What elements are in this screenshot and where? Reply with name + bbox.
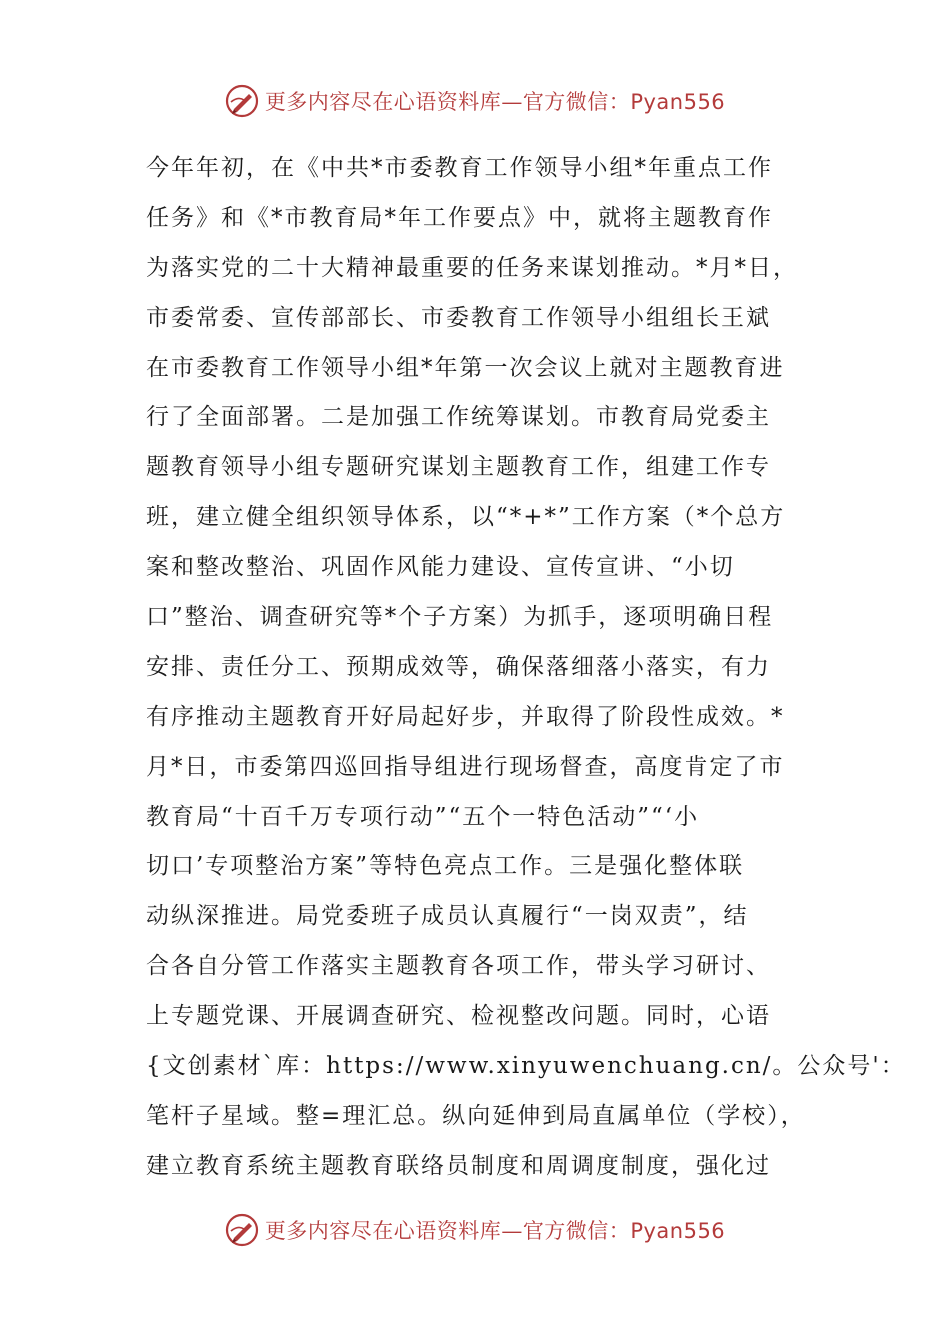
body-line: 题教育领导小组专题研究谋划主题教育工作，组建工作专 [146, 454, 771, 481]
pen-logo-icon [225, 1213, 259, 1247]
header-banner-text [265, 86, 725, 116]
body-line: 案和整改整治、巩固作风能力建设、宣传宣讲、“小切 [146, 554, 735, 581]
footer-wechat-id: Pyan556 [630, 1219, 726, 1243]
header-dash: — [501, 90, 523, 114]
body-line: 安排、责任分工、预期成效等，确保落细落小落实，有力 [146, 653, 771, 680]
body-line: 为落实党的二十大精神最重要的任务来谋划推动。*月*日， [146, 254, 798, 281]
body-line: 建立教育系统主题教育联络员制度和周调度制度，强化过 [146, 1152, 771, 1179]
body-line: 教育局“十百千万专项行动”“五个一特色活动”“‘小 [146, 803, 700, 830]
body-line: 上专题党课、开展调查研究、检视整改问题。同时，心语 [146, 1003, 771, 1030]
header-site-name: 更多内容尽在心语资料库 [264, 90, 502, 114]
footer-banner [0, 1208, 950, 1252]
footer-dash: — [501, 1219, 523, 1243]
body-line: 切口’专项整治方案”等特色亮点工作。三是强化整体联 [146, 853, 745, 880]
body-line: 任务》和《*市教育局*年工作要点》中，就将主题教育作 [146, 204, 773, 231]
footer-wechat-label: 官方微信： [522, 1219, 631, 1243]
body-line: 有序推动主题教育开好局起好步，并取得了阶段性成效。* [146, 703, 785, 730]
body-line: 市委常委、宣传部部长、市委教育工作领导小组组长王斌 [146, 304, 771, 331]
body-line: 笔杆子星域。整=理汇总。纵向延伸到局直属单位（学校）， [146, 1102, 806, 1129]
body-line: 班，建立健全组织领导体系，以“*+*”工作方案（*个总方 [146, 504, 786, 531]
footer-banner-text [265, 1215, 725, 1245]
body-line: 行了全面部署。二是加强工作统筹谋划。市教育局党委主 [146, 404, 771, 431]
header-banner [0, 79, 950, 123]
body-line: 合各自分管工作落实主题教育各项工作，带头学习研讨、 [146, 953, 771, 980]
body-line: 今年年初，在《中共*市委教育工作领导小组*年重点工作 [146, 155, 773, 181]
footer-site-name: 更多内容尽在心语资料库 [264, 1219, 502, 1243]
body-line: 在市委教育工作领导小组*年第一次会议上就对主题教育进 [146, 354, 785, 381]
body-line: 动纵深推进。局党委班子成员认真履行“一岗双责”，结 [146, 903, 749, 930]
document-body [146, 144, 906, 1192]
pen-logo-icon [225, 84, 259, 118]
header-wechat-label: 官方微信： [522, 90, 631, 114]
body-line: 月*日，市委第四巡回指导组进行现场督查，高度肯定了市 [146, 753, 785, 780]
body-line: 口”整治、调查研究等*个子方案）为抓手，逐项明确日程 [146, 604, 774, 631]
header-wechat-id: Pyan556 [630, 90, 726, 114]
body-line: {文创素材`库：https://www.xinyuwenchuang.cn/。公众号'： [146, 1053, 906, 1080]
